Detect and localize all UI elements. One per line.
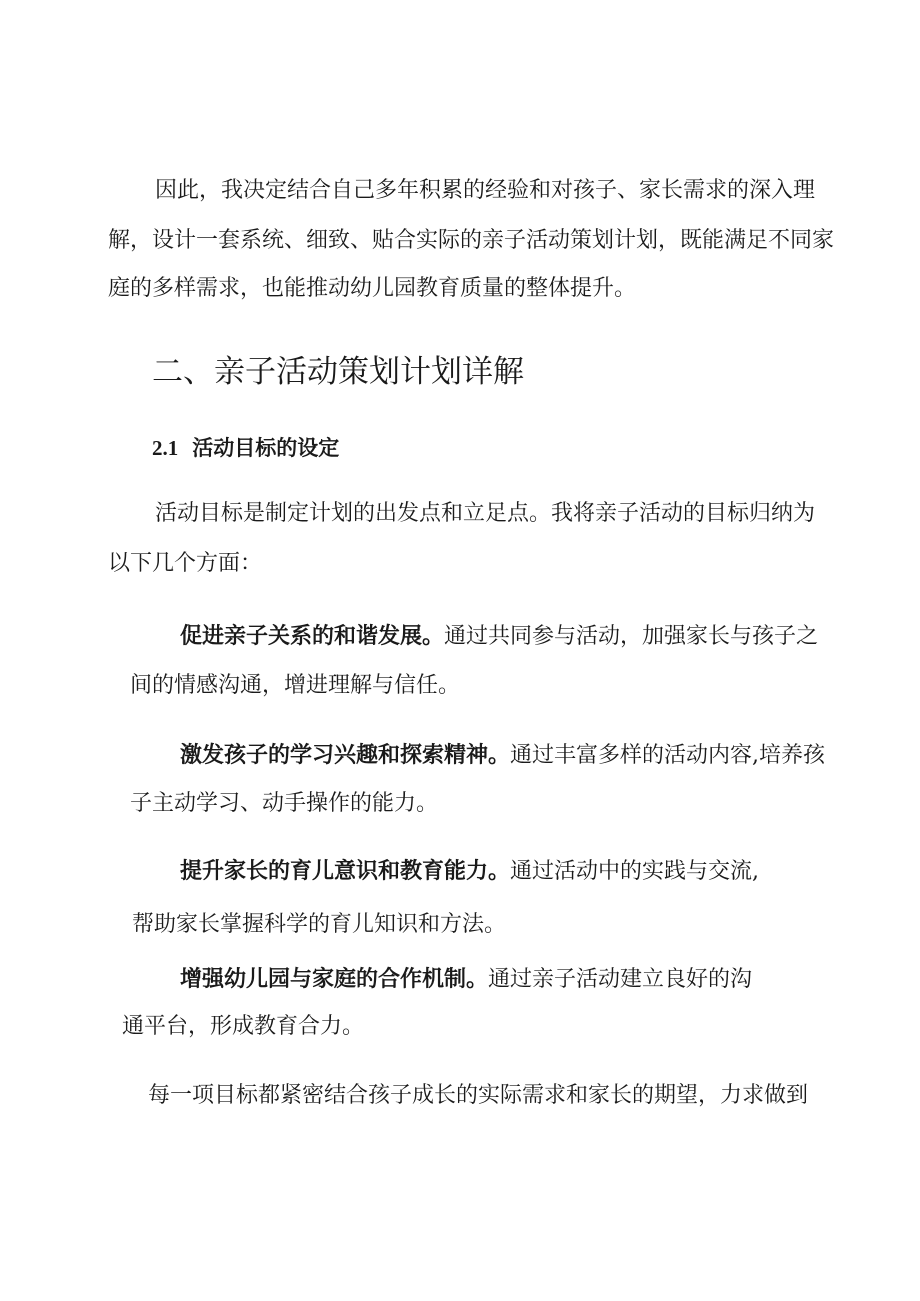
goal-4-text: 通过亲子活动建立良好的沟 (488, 967, 753, 992)
goal-1-line-2: 间的情感沟通，增进理解与信任。 (130, 673, 461, 698)
intro-line-1: 因此，我决定结合自己多年积累的经验和对孩子、家长需求的深入理 (155, 178, 816, 203)
section-heading: 二、亲子活动策划计划详解 (152, 354, 524, 390)
goal-1-text: 通过共同参与活动，加强家长与孩子之 (444, 624, 819, 649)
goal-2-text: 通过丰富多样的活动内容,培养孩 (510, 743, 826, 768)
goal-2-line-1 (180, 741, 825, 771)
subsection-heading (152, 433, 339, 463)
para1-line-2: 以下几个方面： (108, 551, 263, 576)
goal-2-bold: 激发孩子的学习兴趣和探索精神。 (180, 743, 511, 768)
subsection-title: 活动目标的设定 (192, 436, 340, 460)
goal-3-line-2: 帮助家长掌握科学的育儿知识和方法。 (132, 912, 507, 937)
goal-4-line-1 (180, 965, 752, 995)
goal-3-bold: 提升家长的育儿意识和教育能力。 (180, 859, 511, 884)
goal-1-bold: 促进亲子关系的和谐发展。 (180, 624, 445, 649)
goal-4-bold: 增强幼儿园与家庭的合作机制。 (180, 967, 489, 992)
intro-line-2: 解，设计一套系统、细致、贴合实际的亲子活动策划计划，既能满足不同家 (108, 228, 835, 253)
goal-2-line-2: 子主动学习、动手操作的能力。 (130, 791, 439, 816)
goal-3-line-1 (180, 857, 759, 887)
subsection-number: 2.1 (152, 436, 179, 460)
para1-line-1: 活动目标是制定计划的出发点和立足点。我将亲子活动的目标归纳为 (155, 501, 816, 526)
intro-line-3: 庭的多样需求，也能推动幼儿园教育质量的整体提升。 (108, 276, 637, 301)
closing-line-1: 每一项目标都紧密结合孩子成长的实际需求和家长的期望，力求做到 (148, 1083, 809, 1108)
goal-3-text: 通过活动中的实践与交流, (510, 859, 760, 884)
goal-1-line-1 (180, 622, 818, 652)
goal-4-line-2: 通平台，形成教育合力。 (122, 1014, 365, 1039)
